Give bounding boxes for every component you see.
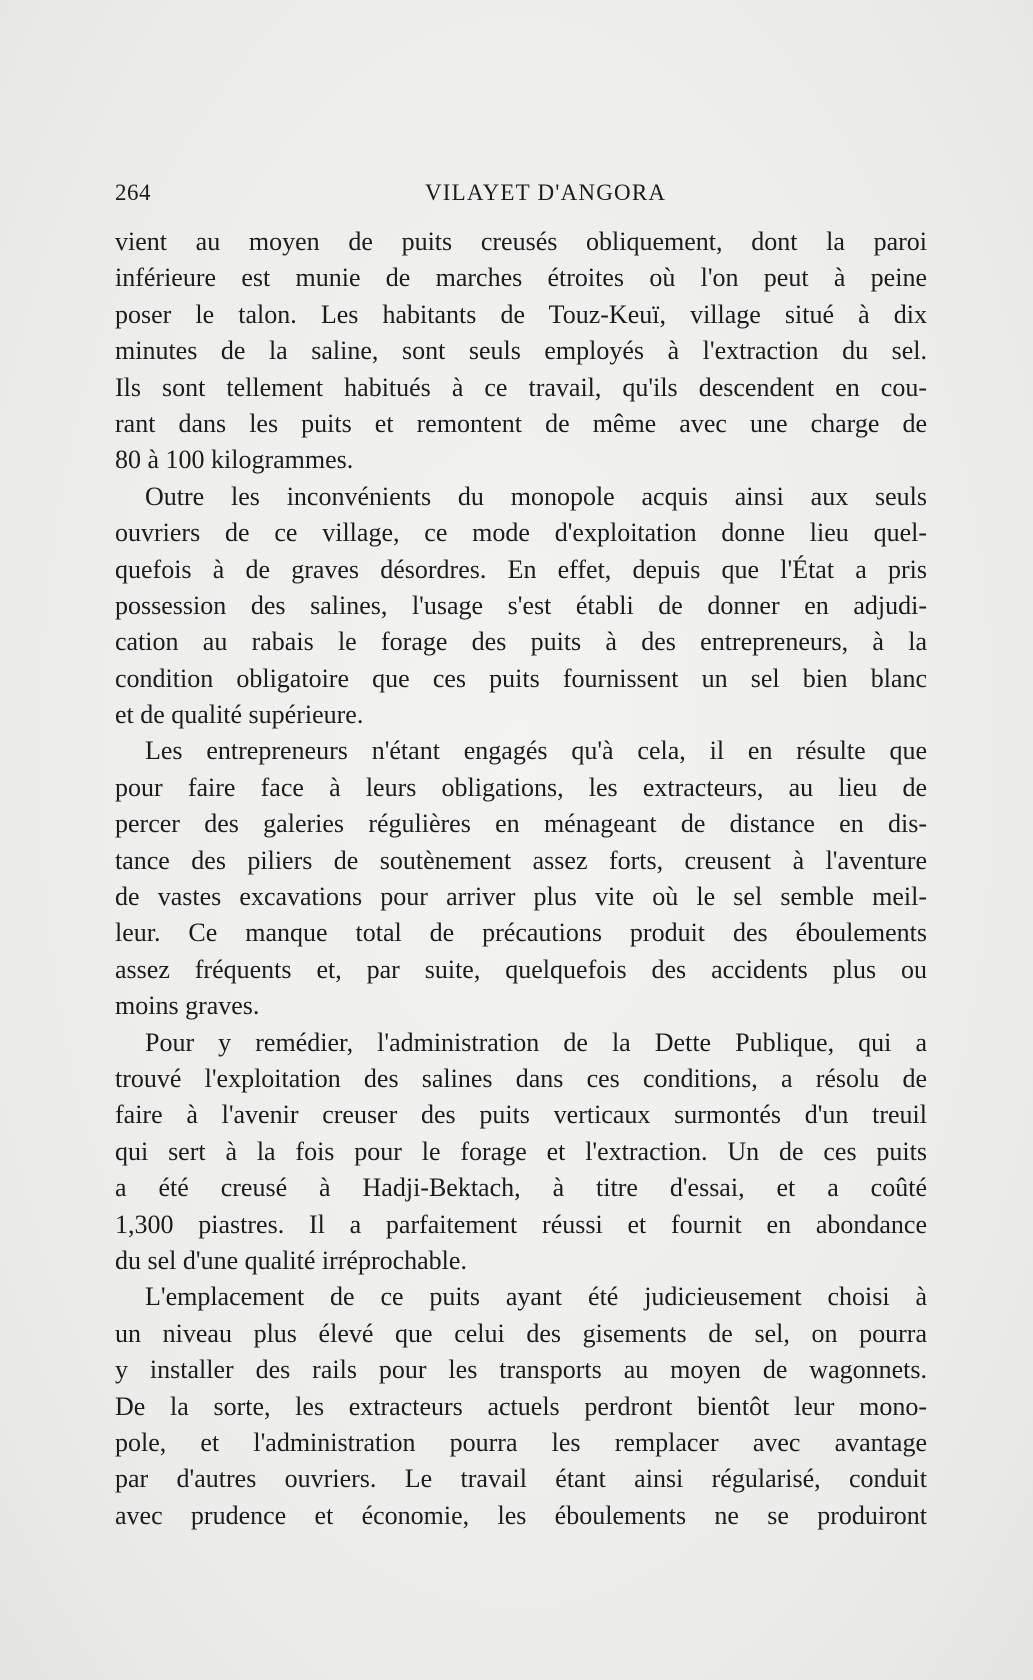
text-line: pour faire face à leurs obligations, les extracteurs, au lieu de [115,772,927,802]
text-line: percer des galeries régulières en ménageant de distance en dis- [115,809,927,839]
running-header [115,180,927,214]
text-line: de vastes excavations pour arriver plus vite où le sel semble meil- [115,882,927,912]
paragraph [115,479,927,734]
text-line: vient au moyen de puits creusés obliquement, dont la paroi [115,227,927,256]
text-line: 1,300 piastres. Il a parfaitement réussi et fournit en abondance [115,1209,927,1239]
text-line: assez fréquents et, par suite, quelquefois des accidents plus ou [115,954,927,984]
text-line: tance des piliers de soutènement assez forts, creusent à l'aventure [115,845,927,875]
paragraph [115,1025,927,1280]
text-line: Les entrepreneurs n'étant engagés qu'à cela, il en résulte que [145,736,927,766]
text-line: inférieure est munie de marches étroites où l'on peut à peine [115,263,927,293]
page-number: 264 [115,180,151,205]
text-line: et de qualité supérieure. [115,700,364,730]
text-line: par d'autres ouvriers. Le travail étant ainsi régularisé, conduit [115,1464,927,1494]
body-text [115,224,927,1534]
text-line: qui sert à la fois pour le forage et l'extraction. Un de ces puits [115,1136,927,1166]
text-line: ouvriers de ce village, ce mode d'exploitation donne lieu quel- [115,518,927,548]
text-line: pole, et l'administration pourra les remplacer avec avantage [115,1427,927,1457]
text-line: Pour y remédier, l'administration de la Dette Publique, qui a [145,1027,927,1057]
text-line: cation au rabais le forage des puits à des entrepreneurs, à la [115,627,927,657]
paragraph [115,1279,927,1534]
text-line: y installer des rails pour les transports au moyen de wagonnets. [115,1355,927,1385]
text-line: avec prudence et économie, les éboulements ne se produiront [115,1500,927,1530]
text-line: a été creusé à Hadji-Bektach, à titre d'essai, et a coûté [115,1173,927,1203]
text-line: 80 à 100 kilogrammes. [115,445,354,475]
text-line: minutes de la saline, sont seuls employés à l'extraction du sel. [115,336,927,366]
text-line: moins graves. [115,991,260,1021]
running-title: VILAYET D'ANGORA [425,180,667,205]
text-line: possession des salines, l'usage s'est établi de donner en adjudi- [115,590,927,620]
text-line: condition obligatoire que ces puits fournissent un sel bien blanc [115,663,927,693]
text-line: quefois à de graves désordres. En effet, depuis que l'État a pris [115,554,927,584]
text-line: Ils sont tellement habitués à ce travail, qu'ils descendent en cou- [115,372,927,402]
text-line: poser le talon. Les habitants de Touz-Keuï, village situé à dix [115,299,927,329]
paragraph [115,224,927,479]
text-line: un niveau plus élevé que celui des gisements de sel, on pourra [115,1318,927,1348]
text-line: De la sorte, les extracteurs actuels perdront bientôt leur mono- [115,1391,927,1421]
text-line: L'emplacement de ce puits ayant été judicieusement choisi à [145,1282,927,1312]
text-line: du sel d'une qualité irréprochable. [115,1245,467,1275]
text-line: rant dans les puits et remontent de même avec une charge de [115,408,927,438]
text-line: Outre les inconvénients du monopole acquis ainsi aux seuls [145,481,927,511]
text-line: leur. Ce manque total de précautions produit des éboulements [115,918,927,948]
text-line: trouvé l'exploitation des salines dans ces conditions, a résolu de [115,1063,927,1093]
text-line: faire à l'avenir creuser des puits verticaux surmontés d'un treuil [115,1100,927,1130]
paragraph [115,733,927,1024]
